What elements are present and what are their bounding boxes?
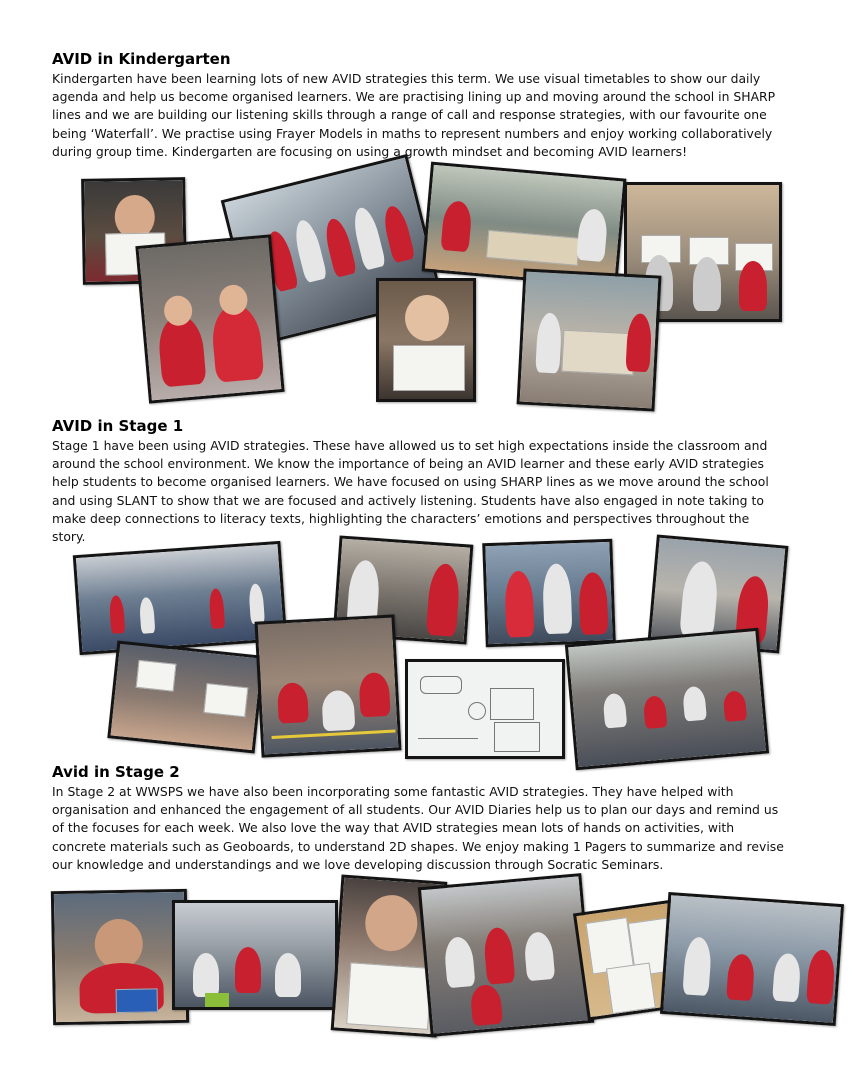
paragraph-line: concrete materials such as Geoboards, to understand 2D shapes. We enjoy making 1 Pagers to summarize and revise	[52, 838, 784, 854]
stage1-photo-classroom-floor	[565, 628, 769, 770]
paragraph-line: make deep connections to literacy texts, highlighting the characters’ emotions and perspectives throughout the	[52, 510, 750, 526]
paragraph-line: and using SLANT to show that we are focused and actively listening. Students have also engaged in note taking to	[52, 492, 764, 508]
stage1-photo-whiteboard-drawing	[405, 659, 565, 759]
paragraph-line: story.	[52, 529, 86, 545]
stage1-heading: AVID in Stage 1	[52, 417, 184, 435]
paragraph-line: our knowledge and understandings and we love developing discussion through Socratic Seminars.	[52, 856, 664, 872]
stage1-paragraph	[52, 437, 812, 546]
kindergarten-photo-group-floor	[135, 234, 284, 403]
stage2-photo-boy-geoboard	[51, 889, 189, 1025]
stage1-photo-girls-group	[482, 539, 616, 647]
stage2-paragraph	[52, 783, 812, 874]
paragraph-line: of the focuses for each week. We also love the way that AVID strategies mean lots of hands on activities, with	[52, 820, 735, 836]
paragraph-line: help students to become organised learners. We have focused on using SHARP lines as we move around the school	[52, 474, 769, 490]
stage2-photo-classroom-seated	[172, 900, 338, 1010]
kindergarten-photo-classroom-table	[517, 268, 662, 411]
paragraph-line: around the school environment. We know the importance of being an AVID learner and these early AVID strategies	[52, 456, 764, 472]
paragraph-line: organisation and enhanced the engagement of all students. Our AVID Diaries help us to plan our days and remind us	[52, 802, 779, 818]
paragraph-line: Stage 1 have been using AVID strategies. These have allowed us to set high expectations inside the classroom and	[52, 438, 768, 453]
kindergarten-paragraph	[52, 70, 812, 161]
stage1-photo-hands-papers	[107, 641, 264, 754]
stage2-photo-group-circle	[418, 873, 594, 1037]
kindergarten-photo-boy-whiteboard	[376, 278, 476, 402]
paragraph-line: lines and we are building our listening skills through a range of call and response strategies, with our favourite one	[52, 107, 767, 123]
paragraph-line: being ‘Waterfall’. We practise using Frayer Models in maths to represent numbers and enjoy working collaboratively	[52, 125, 773, 141]
stage2-photo-socratic-seminar	[660, 892, 844, 1026]
paragraph-line: In Stage 2 at WWSPS we have also been incorporating some fantastic AVID strategies. They have helped with	[52, 784, 734, 799]
stage1-photo-floor-reading	[255, 614, 402, 757]
paragraph-line: agenda and help us become organised learners. We are practising lining up and moving around the school in SHARP	[52, 89, 776, 105]
stage2-heading: Avid in Stage 2	[52, 763, 180, 781]
paragraph-line: during group time. Kindergarten are focusing on using a growth mindset and becoming AVID learners!	[52, 143, 688, 159]
paragraph-line: Kindergarten have been learning lots of new AVID strategies this term. We use visual timetables to show our daily	[52, 71, 761, 86]
kindergarten-heading: AVID in Kindergarten	[52, 50, 231, 68]
